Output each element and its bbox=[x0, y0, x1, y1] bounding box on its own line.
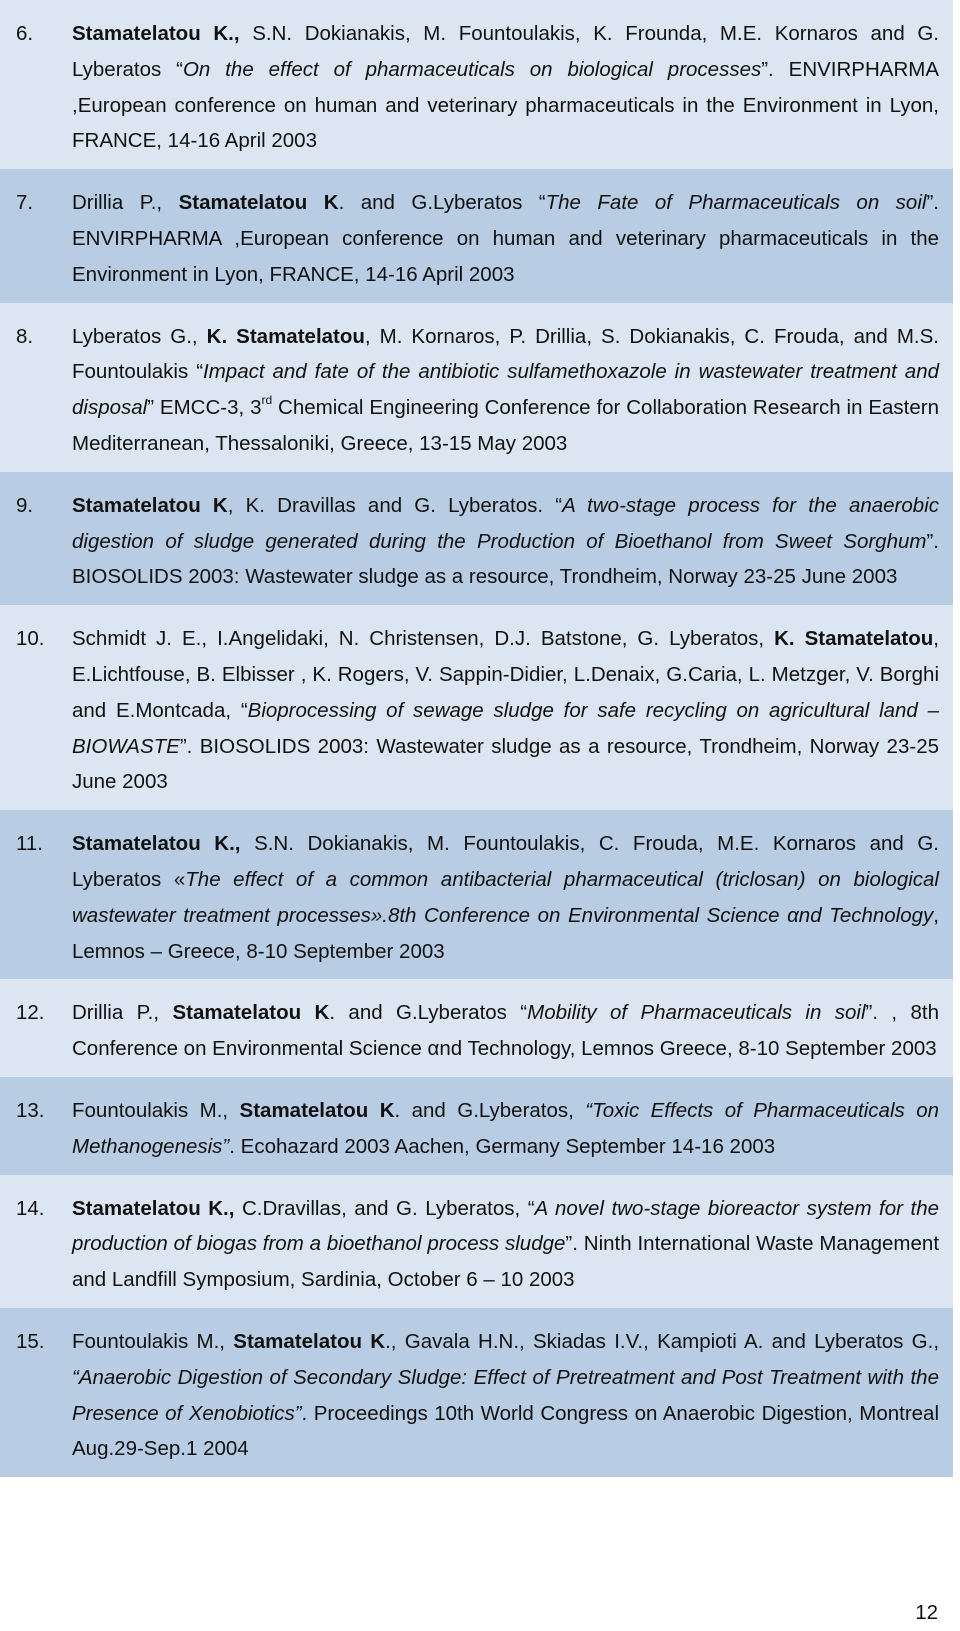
reference-title: The Fate of Pharmaceuticals on soil bbox=[545, 191, 927, 215]
reference-segment: Schmidt J. E., I.Angelidaki, N. Christensen, D.J. Batstone, G. Lyberatos, bbox=[72, 627, 775, 651]
reference-title: Bioprocessing of sewage sludge for safe recycling on agricultural land – BIOWASTE bbox=[72, 698, 939, 758]
reference-title: The effect of a common antibacterial pharmaceutical (triclosan) on biological wastewater treatment processes».8th Conference on Environmental Science αnd Technology bbox=[72, 867, 939, 927]
reference-segment: Fountoulakis M., bbox=[72, 1329, 234, 1353]
reference-number: 13. bbox=[16, 1098, 45, 1122]
reference-text bbox=[72, 185, 939, 292]
reference-segment: ” EMCC-3, 3 bbox=[147, 396, 262, 420]
reference-segment: ”. BIOSOLIDS 2003: Wastewater sludge as a resource, Trondheim, Norway 23-25 June 2003 bbox=[72, 734, 939, 794]
reference-title: “Toxic Effects of Pharmaceuticals on Methanogenesis” bbox=[72, 1098, 939, 1158]
reference-segment: , M. Kornaros, P. Drillia, S. Dokianakis, C. Frouda, and M.S. Fountoulakis “ bbox=[72, 324, 939, 384]
reference-text bbox=[72, 488, 939, 595]
reference-number: 14. bbox=[16, 1196, 45, 1220]
reference-segment: . and G.Lyberatos “ bbox=[329, 1001, 528, 1025]
reference-text bbox=[72, 621, 939, 800]
reference-row bbox=[0, 1308, 953, 1477]
reference-segment: ., Gavala H.N., Skiadas I.V., Kampioti A. and Lyberatos G., bbox=[385, 1329, 940, 1353]
reference-segment: ”. ENVIRPHARMA ,European conference on human and veterinary pharmaceuticals in the Environment in Lyon, FRANCE, 14-16 April 2003 bbox=[72, 191, 939, 286]
ordinal-suffix: rd bbox=[261, 393, 273, 408]
reference-segment: S.N. Dokianakis, M. Fountoulakis, C. Frouda, M.E. Kornaros and G. Lyberatos « bbox=[72, 832, 939, 891]
reference-title: “Anaerobic Digestion of Secondary Sludge: Effect of Pretreatment and Post Treatment with the Presence of Xenobiotics” bbox=[72, 1365, 939, 1425]
reference-text bbox=[72, 16, 939, 159]
reference-segment: . and G.Lyberatos, bbox=[394, 1098, 586, 1122]
reference-segment: Drillia P., bbox=[72, 1001, 173, 1025]
reference-number: 12. bbox=[16, 1001, 45, 1025]
reference-row bbox=[0, 1175, 953, 1308]
author-highlight: K. Stamatelatou bbox=[774, 627, 934, 651]
author-highlight: Stamatelatou K bbox=[72, 493, 228, 517]
reference-row bbox=[0, 810, 953, 979]
reference-row bbox=[0, 472, 953, 605]
reference-number: 10. bbox=[16, 627, 45, 651]
reference-segment: Lyberatos G., bbox=[72, 324, 207, 348]
reference-segment: . and G.Lyberatos “ bbox=[338, 191, 546, 215]
reference-row bbox=[0, 0, 953, 169]
author-highlight: Stamatelatou K bbox=[239, 1098, 395, 1122]
reference-segment: ”. , 8th Conference on Environmental Science αnd Technology, Lemnos Greece, 8-10 September 2003 bbox=[72, 1001, 939, 1061]
reference-title: Impact and fate of the antibiotic sulfamethoxazole in wastewater treatment and disposal bbox=[72, 360, 939, 420]
reference-text bbox=[72, 826, 939, 969]
author-highlight: Stamatelatou K bbox=[178, 191, 339, 215]
author-highlight: Stamatelatou K., bbox=[72, 832, 241, 856]
author-highlight: Stamatelatou K., bbox=[72, 22, 240, 45]
author-highlight: K. Stamatelatou bbox=[206, 324, 365, 348]
reference-segment: , K. Dravillas and G. Lyberatos. “ bbox=[227, 493, 563, 517]
reference-segment: Fountoulakis M., bbox=[72, 1098, 240, 1122]
reference-segment: ”. ENVIRPHARMA ,European conference on human and veterinary pharmaceuticals in the Environment in Lyon, FRANCE, 14-16 April 2003 bbox=[72, 57, 939, 153]
reference-segment: . Proceedings 10th World Congress on Anaerobic Digestion, Montreal Aug.29-Sep.1 2004 bbox=[72, 1401, 939, 1461]
reference-text bbox=[72, 995, 939, 1067]
author-highlight: Stamatelatou K bbox=[233, 1329, 386, 1353]
reference-row bbox=[0, 169, 953, 302]
reference-segment: C.Dravillas, and G. Lyberatos, “ bbox=[234, 1196, 535, 1220]
reference-segment: ”. BIOSOLIDS 2003: Wastewater sludge as a resource, Trondheim, Norway 23-25 June 2003 bbox=[72, 529, 939, 589]
author-highlight: Stamatelatou K., bbox=[72, 1196, 235, 1220]
reference-text bbox=[72, 1324, 939, 1467]
reference-row bbox=[0, 303, 953, 472]
reference-text bbox=[72, 319, 939, 462]
reference-segment: S.N. Dokianakis, M. Fountoulakis, K. Frounda, M.E. Kornaros and G. Lyberatos “ bbox=[72, 22, 939, 81]
reference-row bbox=[0, 1077, 953, 1175]
reference-text bbox=[72, 1191, 939, 1298]
reference-title: On the effect of pharmaceuticals on biological processes bbox=[182, 57, 762, 81]
reference-segment: Chemical Engineering Conference for Collaboration Research in Eastern Mediterranean, Thessaloniki, Greece, 13-15 May 2003 bbox=[72, 396, 939, 455]
reference-segment: , E.Lichtfouse, B. Elbisser , K. Rogers, V. Sappin-Didier, L.Denaix, G.Caria, L. Metzger, V. Borghi and E.Montcada, “ bbox=[72, 627, 939, 722]
reference-number: 6. bbox=[16, 22, 34, 45]
reference-number: 7. bbox=[16, 191, 34, 215]
reference-number: 11. bbox=[16, 832, 43, 856]
reference-number: 9. bbox=[16, 493, 34, 517]
author-highlight: Stamatelatou K bbox=[172, 1001, 330, 1025]
reference-segment: , Lemnos – Greece, 8-10 September 2003 bbox=[72, 903, 939, 963]
reference-title: Mobility of Pharmaceuticals in soil bbox=[527, 1001, 866, 1025]
reference-text bbox=[72, 1093, 939, 1165]
reference-row bbox=[0, 979, 953, 1077]
reference-segment: ”. Ninth International Waste Management and Landfill Symposium, Sardinia, October 6 – 10 2003 bbox=[72, 1232, 940, 1292]
page-number: 12 bbox=[915, 1601, 938, 1624]
reference-number: 15. bbox=[16, 1329, 45, 1353]
reference-title: A two-stage process for the anaerobic digestion of sludge generated during the Production of Bioethanol from Sweet Sorghum bbox=[72, 493, 939, 553]
reference-segment: Drillia P., bbox=[72, 191, 179, 215]
reference-row bbox=[0, 605, 953, 810]
reference-number: 8. bbox=[16, 324, 34, 348]
reference-title: A novel two-stage bioreactor system for the production of biogas from a bioethanol process sludge bbox=[72, 1196, 939, 1256]
reference-segment: . Ecohazard 2003 Aachen, Germany September 14-16 2003 bbox=[229, 1134, 776, 1158]
